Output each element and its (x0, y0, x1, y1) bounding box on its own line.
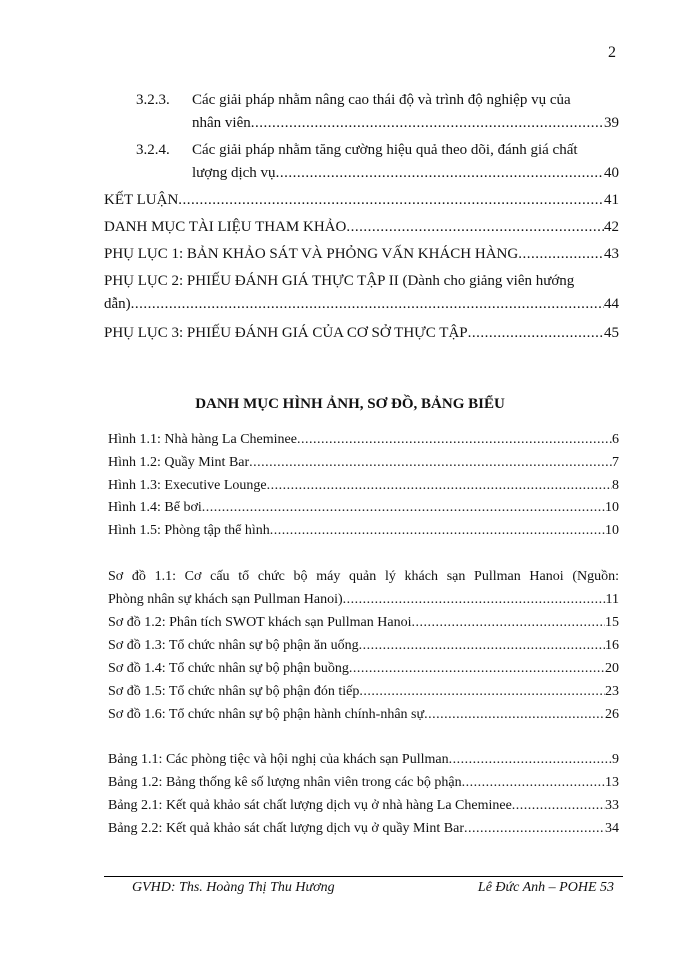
leader-dots (349, 661, 605, 677)
toc-3-2-3-number: 3.2.3. (136, 92, 170, 108)
footer-supervisor: GVHD: Ths. Hoàng Thị Thu Hương (132, 880, 335, 895)
diagram-entry[interactable] (108, 615, 619, 631)
entry-label: Hình 1.3: Executive Lounge (108, 478, 267, 493)
entry-page: 15 (605, 615, 619, 630)
diagram-entry[interactable] (108, 661, 619, 677)
leader-dots (270, 523, 605, 539)
toc-label: DANH MỤC TÀI LIỆU THAM KHẢO (104, 219, 347, 235)
entry-label: Sơ đồ 1.6: Tổ chức nhân sự bộ phận hành chính-nhân sự (108, 707, 425, 722)
table-entry[interactable] (108, 775, 619, 791)
entry-page: 6 (612, 432, 619, 447)
figure-entry[interactable] (108, 500, 619, 516)
entry-label: Bảng 2.1: Kết quả khảo sát chất lượng dịch vụ ở nhà hàng La Cheminee (108, 798, 512, 813)
leader-dots (343, 592, 606, 608)
leader-dots (359, 638, 605, 654)
entry-label: Bảng 1.2: Bảng thống kê số lượng nhân viên trong các bộ phận (108, 775, 462, 790)
leader-dots (251, 115, 604, 132)
toc-3-2-4-number: 3.2.4. (136, 142, 170, 158)
entry-page: 13 (605, 775, 619, 790)
entry-page: 10 (605, 523, 619, 538)
toc-page: 39 (604, 115, 619, 131)
toc-phu-luc-2[interactable] (104, 296, 619, 313)
entry-page: 10 (605, 500, 619, 515)
table-entry[interactable] (108, 821, 619, 837)
diagram-entry[interactable] (108, 684, 619, 700)
toc-label: PHỤ LỤC 1: BẢN KHẢO SÁT VÀ PHỎNG VẤN KHÁCH HÀNG (104, 246, 519, 262)
entry-label: Hình 1.4: Bể bơi (108, 500, 202, 515)
leader-dots (297, 432, 612, 448)
leader-dots (178, 192, 604, 209)
leader-dots (249, 455, 612, 471)
leader-dots (512, 798, 605, 814)
entry-page: 34 (605, 821, 619, 836)
figure-entry[interactable] (108, 432, 619, 448)
entry-label: Sơ đồ 1.2: Phân tích SWOT khách sạn Pullman Hanoi (108, 615, 412, 630)
figures-list-title: DANH MỤC HÌNH ẢNH, SƠ ĐỒ, BẢNG BIỂU (195, 396, 505, 412)
table-entry[interactable] (108, 798, 619, 814)
entry-page: 20 (605, 661, 619, 676)
toc-page: 44 (604, 296, 619, 312)
leader-dots (359, 684, 605, 700)
toc-3-2-3-title-cont: nhân viên (192, 115, 251, 131)
leader-dots (449, 752, 612, 768)
entry-page: 9 (612, 752, 619, 767)
leader-dots (131, 296, 604, 313)
entry-label: Sơ đồ 1.5: Tổ chức nhân sự bộ phận đón tiếp (108, 684, 360, 699)
footer-divider (104, 876, 623, 877)
toc-label: dẫn) (104, 296, 131, 312)
table-entry[interactable] (108, 752, 619, 768)
toc-label: PHỤ LỤC 3: PHIẾU ĐÁNH GIÁ CỦA CƠ SỞ THỰC TẬP (104, 325, 468, 341)
diagram-1-1-title: Sơ đồ 1.1: Cơ cấu tổ chức bộ máy quản lý khách sạn Pullman Hanoi (Nguồn: (108, 569, 619, 584)
entry-page: 8 (612, 478, 619, 493)
entry-label: Hình 1.5: Phòng tập thể hình (108, 523, 270, 538)
diagram-entry[interactable] (108, 638, 619, 654)
page-number: 2 (608, 44, 616, 61)
entry-label: Bảng 2.2: Kết quả khảo sát chất lượng dịch vụ ở quầy Mint Bar (108, 821, 464, 836)
entry-label: Phòng nhân sự khách sạn Pullman Hanoi) (108, 592, 343, 607)
entry-page: 23 (605, 684, 619, 699)
leader-dots (411, 615, 605, 631)
toc-phu-luc-1[interactable] (104, 246, 619, 263)
leader-dots (346, 219, 604, 236)
leader-dots (518, 246, 604, 263)
entry-label: Hình 1.2: Quầy Mint Bar (108, 455, 250, 470)
toc-tai-lieu-tham-khao[interactable] (104, 219, 619, 236)
toc-page: 43 (604, 246, 619, 262)
toc-phu-luc-2-title: PHỤ LỤC 2: PHIẾU ĐÁNH GIÁ THỰC TẬP II (Dành cho giảng viên hướng (104, 273, 575, 289)
toc-page: 45 (604, 325, 619, 341)
leader-dots (424, 707, 605, 723)
toc-3-2-3-row[interactable] (192, 115, 619, 132)
toc-ket-luan[interactable] (104, 192, 619, 209)
toc-3-2-4-row[interactable] (192, 165, 619, 182)
leader-dots (276, 165, 604, 182)
entry-page: 33 (605, 798, 619, 813)
toc-3-2-3-title: Các giải pháp nhằm nâng cao thái độ và trình độ nghiệp vụ của (192, 92, 571, 108)
toc-page: 42 (604, 219, 619, 235)
leader-dots (464, 821, 605, 837)
footer-author: Lê Đức Anh – POHE 53 (477, 880, 614, 895)
toc-label: KẾT LUẬN (104, 192, 179, 208)
entry-page: 7 (612, 455, 619, 470)
entry-page: 11 (605, 592, 619, 607)
leader-dots (202, 500, 605, 516)
entry-page: 16 (605, 638, 619, 653)
leader-dots (468, 325, 604, 342)
leader-dots (462, 775, 605, 791)
diagram-entry[interactable] (108, 707, 619, 723)
figure-entry[interactable] (108, 478, 619, 494)
entry-label: Sơ đồ 1.4: Tổ chức nhân sự bộ phận buồng (108, 661, 349, 676)
toc-3-2-4-title: Các giải pháp nhằm tăng cường hiệu quả theo dõi, đánh giá chất (192, 142, 578, 158)
diagram-entry[interactable] (108, 592, 619, 608)
toc-page: 40 (604, 165, 619, 181)
toc-3-2-4-title-cont: lượng dịch vụ (192, 165, 276, 181)
toc-page: 41 (604, 192, 619, 208)
figure-entry[interactable] (108, 523, 619, 539)
entry-page: 26 (605, 707, 619, 722)
leader-dots (267, 478, 612, 494)
entry-label: Hình 1.1: Nhà hàng La Cheminee (108, 432, 297, 447)
entry-label: Bảng 1.1: Các phòng tiệc và hội nghị của khách sạn Pullman (108, 752, 449, 767)
entry-label: Sơ đồ 1.3: Tổ chức nhân sự bộ phận ăn uống (108, 638, 359, 653)
toc-phu-luc-3[interactable] (104, 325, 619, 342)
figure-entry[interactable] (108, 455, 619, 471)
